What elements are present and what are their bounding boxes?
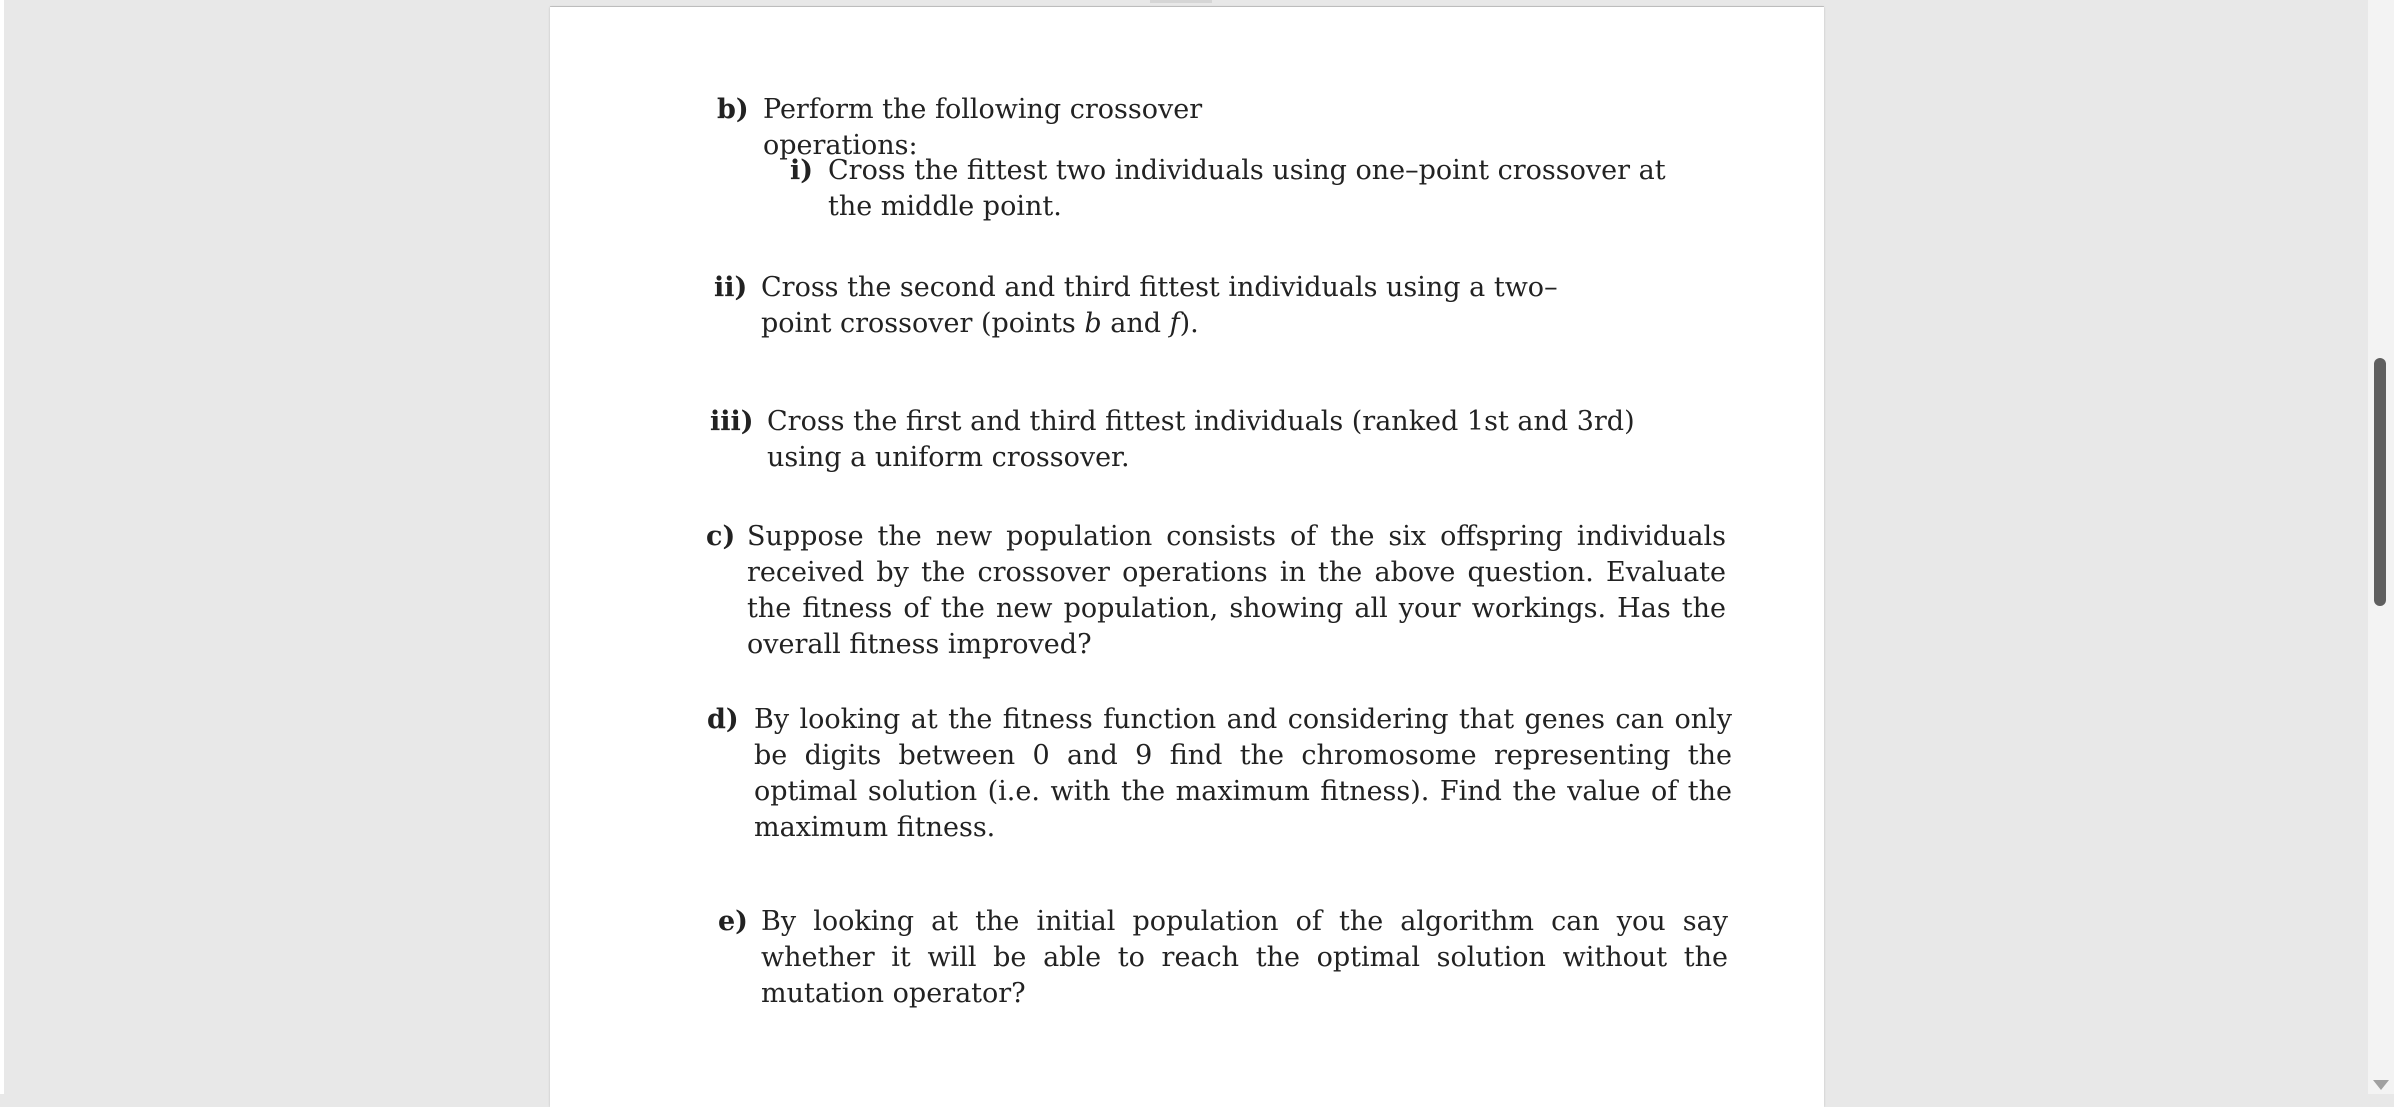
question-d (707, 702, 1732, 846)
document-page (550, 7, 1824, 1107)
question-label: ii) (714, 272, 748, 303)
question-label: d) (707, 704, 739, 735)
question-text: Cross the fittest two individuals using one–point crossover at the middle point. (828, 155, 1666, 222)
question-text (761, 270, 1594, 342)
question-label: e) (718, 906, 748, 937)
question-text: By looking at the initial population of the algorithm can you say whether it will be able to reach the optimal solution without the mutation operator? (761, 906, 1728, 1009)
question-text-main: Cross the second and third fittest individuals using a two–point crossover (points (761, 272, 1558, 339)
question-label: b) (717, 94, 749, 125)
question-label: c) (706, 521, 736, 552)
question-c (706, 519, 1726, 663)
question-e (718, 904, 1728, 1012)
question-b-ii (714, 270, 1594, 342)
question-label: iii) (710, 406, 754, 437)
closing: ). (1179, 308, 1199, 339)
point-f: f (1169, 308, 1180, 339)
and-word: and (1110, 308, 1162, 339)
question-text: Cross the first and third fittest individuals (ranked 1st and 3rd) using a uniform crossover. (767, 406, 1635, 473)
point-b: b (1084, 308, 1102, 339)
question-label: i) (790, 155, 814, 186)
question-text: Suppose the new population consists of the six offspring individuals received by the crossover operations in the above question. Evaluate the fitness of the new population, showing all your workings. Has the overall fitness improved? (747, 521, 1726, 660)
viewer-left-edge (0, 0, 4, 1094)
scroll-down-arrow-icon[interactable] (2373, 1080, 2389, 1090)
question-b-i (790, 153, 1704, 225)
question-text: Perform the following crossover operations: (763, 94, 1203, 161)
page-separator-tab (1150, 0, 1212, 3)
question-b-iii (710, 404, 1660, 476)
scrollbar-thumb[interactable] (2374, 358, 2386, 606)
question-text: By looking at the fitness function and considering that genes can only be digits between 0 and 9 find the chromosome representing the optimal solution (i.e. with the maximum fitness). Find the value of the maximum fitness. (754, 704, 1732, 843)
